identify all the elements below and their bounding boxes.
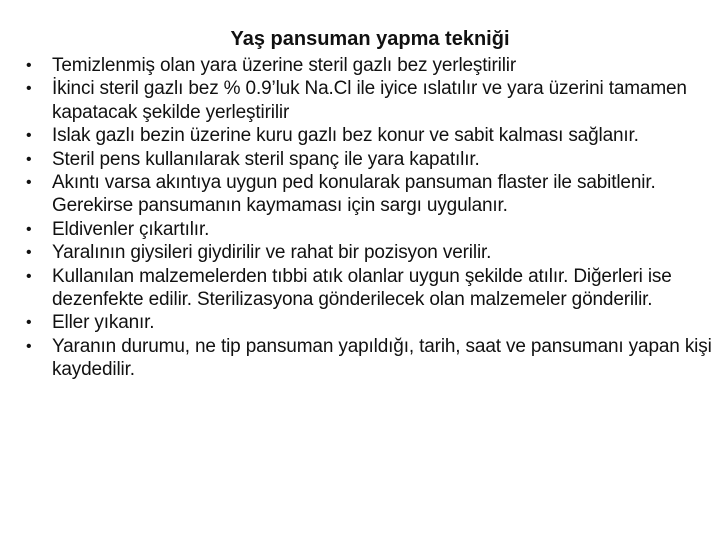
list-item-text: Islak gazlı bezin üzerine kuru gazlı bez konur ve sabit kalması sağlanır. — [52, 125, 639, 147]
bullet-list — [24, 54, 714, 382]
list-item-text: Kullanılan malzemelerden tıbbi atık olanlar uygun şekilde atılır. Diğerleri ise dezenfekte edilir. Sterilizasyona gönderilecek olan malzemeler gönderilir. — [52, 265, 672, 311]
bullet-icon: • — [26, 80, 32, 98]
bullet-icon: • — [26, 220, 32, 238]
list-item — [24, 218, 714, 241]
list-item — [24, 54, 714, 77]
list-item-text: İkinci steril gazlı bez % 0.9’luk Na.Cl ile iyice ıslatılır ve yara üzerini tamamen kapatacak şekilde yerleştirilir — [52, 78, 687, 123]
slide-title: Yaş pansuman yapma tekniği — [230, 28, 510, 50]
list-item — [24, 241, 714, 264]
list-item — [24, 311, 714, 334]
bullet-icon: • — [26, 174, 32, 192]
bullet-icon: • — [26, 127, 32, 145]
list-item-text: Yaranın durumu, ne tip pansuman yapıldığı, tarih, saat ve pansumanı yapan kişi kaydedilir. — [52, 335, 712, 381]
bullet-icon: • — [26, 244, 32, 262]
list-item — [24, 335, 714, 382]
list-item-text: Eller yıkanır. — [52, 312, 155, 334]
list-item — [24, 171, 714, 218]
list-item-text: Eldivenler çıkartılır. — [52, 218, 210, 240]
list-item-text: Yaralının giysileri giydirilir ve rahat bir pozisyon verilir. — [52, 242, 492, 264]
bullet-icon: • — [26, 267, 32, 285]
list-item — [24, 124, 714, 147]
list-item — [24, 148, 714, 171]
bullet-icon: • — [26, 314, 32, 332]
list-item-text: Temizlenmiş olan yara üzerine steril gazlı bez yerleştirilir — [52, 55, 517, 76]
list-item-text: Akıntı varsa akıntıya uygun ped konularak pansuman flaster ile sabitlenir. Gerekirse pansumanın kaymaması için sargı uygulanır. — [52, 172, 656, 217]
list-item — [24, 265, 714, 312]
bullet-icon: • — [26, 337, 32, 355]
list-item-text: Steril pens kullanılarak steril spanç ile yara kapatılır. — [52, 148, 480, 170]
list-item — [24, 77, 714, 124]
bullet-icon: • — [26, 150, 32, 168]
bullet-icon: • — [26, 57, 32, 74]
